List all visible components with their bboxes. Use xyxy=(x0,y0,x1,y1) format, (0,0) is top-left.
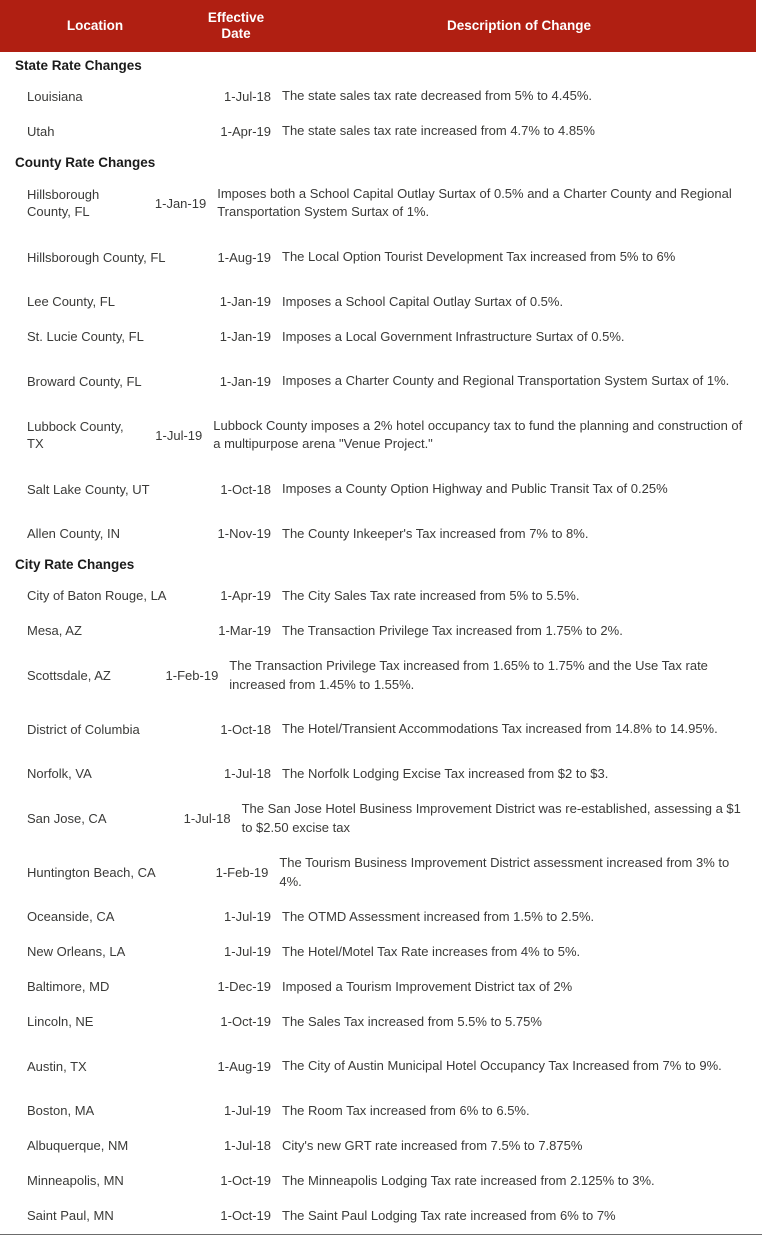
table-row xyxy=(0,1005,762,1040)
table-row xyxy=(0,354,762,408)
cell-effective-date: 1-Jan-19 xyxy=(219,373,271,389)
table-row xyxy=(0,516,762,551)
section-heading: State Rate Changes xyxy=(15,58,142,73)
cell-description: The City Sales Tax rate increased from 5% to 5.5%. xyxy=(282,587,580,603)
column-header-effective-date xyxy=(190,10,282,42)
cell-effective-date: 1-Jul-19 xyxy=(224,1103,271,1119)
cell-description: The San Jose Hotel Business Improvement District was re-established, assessing a $1 to $2.50 excise tax xyxy=(241,801,741,835)
cell-effective-date: 1-Jan-19 xyxy=(154,195,207,211)
cell-description: The Tourism Business Improvement District assessment increased from 3% to 4%. xyxy=(279,855,730,889)
cell-description: The state sales tax rate decreased from 5% to 4.45%. xyxy=(282,88,592,104)
cell-description: The Saint Paul Lodging Tax rate increased from 6% to 7% xyxy=(282,1207,616,1223)
cell-location: Norfolk, VA xyxy=(27,766,92,782)
table-row xyxy=(0,1129,762,1164)
cell-description: Imposed a Tourism Improvement District tax of 2% xyxy=(282,978,573,994)
cell-location: San Jose, CA xyxy=(27,810,107,826)
table-row xyxy=(0,284,762,319)
cell-effective-date: 1-Jul-18 xyxy=(183,810,231,826)
cell-description: Lubbock County imposes a 2% hotel occupancy tax to fund the planning and construction of a multipurpose arena "Venue Project." xyxy=(213,417,743,452)
cell-effective-date: 1-Apr-19 xyxy=(220,588,271,604)
cell-effective-date: 1-Jul-18 xyxy=(224,1138,271,1154)
cell-location: Broward County, FL xyxy=(27,373,142,389)
cell-effective-date: 1-Aug-19 xyxy=(217,1058,271,1074)
cell-effective-date: 1-Dec-19 xyxy=(217,979,271,995)
cell-effective-date: 1-Jul-19 xyxy=(155,427,203,443)
cell-description: Imposes a Charter County and Regional Transportation System Surtax of 1%. xyxy=(282,373,730,389)
table-row xyxy=(0,935,762,970)
table-header-row xyxy=(0,0,756,52)
cell-description: The OTMD Assessment increased from 1.5% to 2.5%. xyxy=(282,908,595,924)
cell-description: City's new GRT rate increased from 7.5% to 7.875% xyxy=(282,1137,583,1153)
table-row xyxy=(0,462,762,516)
column-header-location: Location xyxy=(66,18,124,34)
cell-effective-date: 1-Jan-19 xyxy=(219,329,271,345)
cell-location: Utah xyxy=(27,123,55,139)
cell-location: Lincoln, NE xyxy=(27,1014,94,1030)
cell-location: Hillsborough County, FL xyxy=(27,186,100,220)
cell-effective-date: 1-Jul-18 xyxy=(224,88,271,104)
cell-location: Minneapolis, MN xyxy=(27,1173,124,1189)
table-row xyxy=(0,614,762,649)
cell-location: City of Baton Rouge, LA xyxy=(27,588,167,604)
table-row xyxy=(0,970,762,1005)
cell-location: Boston, MA xyxy=(27,1103,95,1119)
table-row xyxy=(0,792,762,846)
table-row xyxy=(0,579,762,614)
table-row xyxy=(0,1164,762,1199)
cell-location: Scottsdale, AZ xyxy=(27,667,111,683)
cell-description: Imposes a Local Government Infrastructure Surtax of 0.5%. xyxy=(282,328,625,344)
cell-description: The City of Austin Municipal Hotel Occupancy Tax Increased from 7% to 9%. xyxy=(282,1058,722,1074)
table-row xyxy=(0,1199,762,1234)
cell-effective-date: 1-Oct-18 xyxy=(220,721,271,737)
cell-description: The Local Option Tourist Development Tax increased from 5% to 6% xyxy=(282,249,676,265)
table-row xyxy=(0,649,762,703)
cell-location: Oceanside, CA xyxy=(27,909,115,925)
cell-effective-date: 1-Jul-19 xyxy=(224,909,271,925)
cell-effective-date: 1-Feb-19 xyxy=(215,864,269,880)
cell-effective-date: 1-Oct-18 xyxy=(220,481,271,497)
cell-description: The County Inkeeper's Tax increased from 7% to 8%. xyxy=(282,525,589,541)
table-row xyxy=(0,230,762,284)
cell-location: Albuquerque, NM xyxy=(27,1138,129,1154)
table-row xyxy=(0,114,762,149)
cell-effective-date: 1-Oct-19 xyxy=(220,1208,271,1224)
cell-effective-date: 1-Nov-19 xyxy=(217,526,271,542)
table-row xyxy=(0,319,762,354)
cell-effective-date: 1-Mar-19 xyxy=(218,623,271,639)
cell-location: Austin, TX xyxy=(27,1058,87,1074)
cell-description: The Room Tax increased from 6% to 6.5%. xyxy=(282,1102,530,1118)
table-row xyxy=(0,757,762,792)
cell-location: New Orleans, LA xyxy=(27,944,126,960)
cell-location: Salt Lake County, UT xyxy=(27,481,150,497)
cell-location: Lubbock County, TX xyxy=(27,418,124,452)
table-row xyxy=(0,1094,762,1129)
table-row xyxy=(0,900,762,935)
cell-location: Allen County, IN xyxy=(27,526,120,542)
cell-effective-date: 1-Aug-19 xyxy=(217,249,271,265)
table-row xyxy=(0,176,762,230)
table-row xyxy=(0,1040,762,1094)
cell-description: The Transaction Privilege Tax increased from 1.65% to 1.75% and the Use Tax rate increased from 1.45% to 1.55%. xyxy=(229,658,708,692)
section-heading: County Rate Changes xyxy=(15,155,156,171)
cell-location: Louisiana xyxy=(27,88,83,104)
cell-description: Imposes both a School Capital Outlay Surtax of 0.5% and a Charter County and Regional Transportation System Surtax of 1%. xyxy=(217,185,732,220)
cell-location: Hillsborough County, FL xyxy=(27,249,166,265)
column-header-description: Description of Change xyxy=(446,18,591,34)
column-header-effective-date-line1: Effective xyxy=(207,10,265,26)
cell-effective-date: 1-Apr-19 xyxy=(220,123,271,139)
cell-description: The Transaction Privilege Tax increased from 1.75% to 2%. xyxy=(282,622,623,638)
table-row xyxy=(0,703,762,757)
section-heading: City Rate Changes xyxy=(15,557,135,573)
table-body xyxy=(0,52,762,1235)
table-row xyxy=(0,79,762,114)
cell-location: District of Columbia xyxy=(27,721,140,737)
cell-effective-date: 1-Oct-19 xyxy=(220,1173,271,1189)
cell-location: Mesa, AZ xyxy=(27,623,82,639)
cell-description: The Hotel/Transient Accommodations Tax increased from 14.8% to 14.95%. xyxy=(282,721,718,737)
cell-effective-date: 1-Oct-19 xyxy=(220,1014,271,1030)
cell-description: Imposes a County Option Highway and Public Transit Tax of 0.25% xyxy=(282,481,668,497)
cell-description: Imposes a School Capital Outlay Surtax of 0.5%. xyxy=(282,293,564,309)
cell-effective-date: 1-Jan-19 xyxy=(219,294,271,310)
column-header-effective-date-line2: Date xyxy=(221,26,251,41)
cell-description: The Hotel/Motel Tax Rate increases from 4% to 5%. xyxy=(282,943,581,959)
cell-location: Lee County, FL xyxy=(27,294,115,310)
cell-description: The Sales Tax increased from 5.5% to 5.75% xyxy=(282,1013,542,1029)
table-row xyxy=(0,846,762,900)
cell-effective-date: 1-Jul-18 xyxy=(224,766,271,782)
cell-effective-date: 1-Jul-19 xyxy=(224,944,271,960)
cell-description: The Minneapolis Lodging Tax rate increased from 2.125% to 3%. xyxy=(282,1172,655,1188)
table-row xyxy=(0,408,762,462)
cell-description: The Norfolk Lodging Excise Tax increased from $2 to $3. xyxy=(282,765,609,781)
cell-location: Baltimore, MD xyxy=(27,979,110,995)
cell-location: St. Lucie County, FL xyxy=(27,329,144,345)
cell-location: Saint Paul, MN xyxy=(27,1208,114,1224)
cell-description: The state sales tax rate increased from 4.7% to 4.85% xyxy=(282,123,595,139)
cell-effective-date: 1-Feb-19 xyxy=(165,667,219,683)
cell-location: Huntington Beach, CA xyxy=(27,864,156,880)
